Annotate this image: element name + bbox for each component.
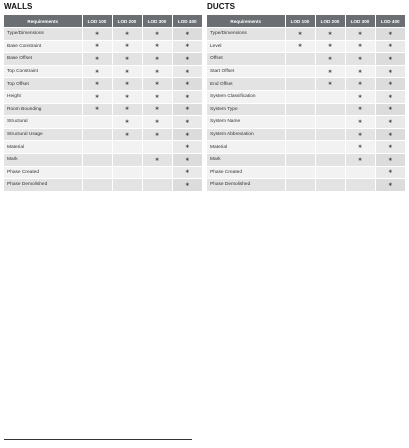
lod-200-cell: ∗ bbox=[315, 78, 345, 91]
table-row bbox=[207, 116, 405, 129]
lod-400-cell: ∗ bbox=[172, 128, 202, 141]
lod-200-cell: ∗ bbox=[112, 78, 142, 91]
header-lod-300: LOD 300 bbox=[142, 15, 172, 28]
lod-300-cell bbox=[142, 141, 172, 154]
header-lod-100: LOD 100 bbox=[82, 15, 112, 28]
lod-100-cell bbox=[285, 53, 315, 66]
walls-header-row bbox=[4, 15, 202, 28]
requirement-label: Start Offset bbox=[207, 65, 285, 78]
lod-400-cell: ∗ bbox=[172, 153, 202, 166]
lod-400-cell: ∗ bbox=[375, 141, 405, 154]
lod-300-cell: ∗ bbox=[142, 40, 172, 53]
lod-100-cell: ∗ bbox=[82, 78, 112, 91]
header-requirements: Requirements bbox=[207, 15, 285, 28]
lod-300-cell: ∗ bbox=[345, 153, 375, 166]
lod-300-cell: ∗ bbox=[345, 65, 375, 78]
table-row bbox=[4, 53, 202, 66]
lod-400-cell: ∗ bbox=[172, 103, 202, 116]
header-lod-400: LOD 400 bbox=[172, 15, 202, 28]
lod-100-cell bbox=[285, 90, 315, 103]
lod-200-cell: ∗ bbox=[112, 128, 142, 141]
lod-300-cell: ∗ bbox=[345, 116, 375, 129]
lod-100-cell: ∗ bbox=[82, 53, 112, 66]
lod-300-cell: ∗ bbox=[345, 40, 375, 53]
lod-100-cell bbox=[82, 153, 112, 166]
table-row bbox=[4, 166, 202, 179]
ducts-table-body bbox=[207, 28, 405, 191]
lod-300-cell: ∗ bbox=[142, 153, 172, 166]
lod-300-cell: ∗ bbox=[142, 103, 172, 116]
lod-200-cell bbox=[315, 166, 345, 179]
lod-100-cell bbox=[285, 78, 315, 91]
lod-200-cell: ∗ bbox=[315, 53, 345, 66]
requirement-label: System Abbreviation bbox=[207, 128, 285, 141]
table-row bbox=[4, 128, 202, 141]
lod-300-cell: ∗ bbox=[345, 128, 375, 141]
lod-100-cell: ∗ bbox=[82, 65, 112, 78]
lod-200-cell bbox=[112, 166, 142, 179]
lod-400-cell: ∗ bbox=[375, 153, 405, 166]
header-lod-300: LOD 300 bbox=[345, 15, 375, 28]
table-row bbox=[207, 128, 405, 141]
requirement-label: Base Constraint bbox=[4, 40, 82, 53]
lod-400-cell: ∗ bbox=[172, 65, 202, 78]
lod-400-cell: ∗ bbox=[172, 40, 202, 53]
table-row bbox=[4, 153, 202, 166]
table-row bbox=[4, 103, 202, 116]
lod-400-cell: ∗ bbox=[375, 65, 405, 78]
requirement-label: Structural Usage bbox=[4, 128, 82, 141]
lod-400-cell: ∗ bbox=[172, 179, 202, 191]
lod-100-cell bbox=[285, 166, 315, 179]
lod-100-cell bbox=[285, 116, 315, 129]
lod-100-cell bbox=[285, 65, 315, 78]
lod-400-cell: ∗ bbox=[172, 78, 202, 91]
lod-400-cell: ∗ bbox=[172, 116, 202, 129]
table-row bbox=[4, 28, 202, 41]
lod-100-cell bbox=[82, 116, 112, 129]
lod-200-cell: ∗ bbox=[112, 103, 142, 116]
lod-300-cell: ∗ bbox=[345, 90, 375, 103]
requirement-label: Top Constraint bbox=[4, 65, 82, 78]
requirement-label: Material bbox=[4, 141, 82, 154]
lod-400-cell: ∗ bbox=[172, 90, 202, 103]
walls-section bbox=[4, 0, 202, 191]
requirement-label: System Name bbox=[207, 116, 285, 129]
lod-400-cell: ∗ bbox=[375, 166, 405, 179]
requirement-label: Phase Created bbox=[4, 166, 82, 179]
table-row bbox=[4, 40, 202, 53]
lod-400-cell: ∗ bbox=[375, 116, 405, 129]
table-row bbox=[207, 78, 405, 91]
lod-300-cell: ∗ bbox=[345, 28, 375, 41]
lod-100-cell: ∗ bbox=[82, 28, 112, 41]
lod-400-cell: ∗ bbox=[172, 53, 202, 66]
header-lod-200: LOD 200 bbox=[315, 15, 345, 28]
lod-400-cell: ∗ bbox=[375, 103, 405, 116]
lod-100-cell: ∗ bbox=[82, 40, 112, 53]
lod-300-cell: ∗ bbox=[142, 90, 172, 103]
lod-300-cell bbox=[142, 166, 172, 179]
lod-200-cell: ∗ bbox=[112, 28, 142, 41]
requirement-label: Type/Dimensions bbox=[207, 28, 285, 41]
lod-300-cell: ∗ bbox=[345, 53, 375, 66]
lod-200-cell: ∗ bbox=[112, 90, 142, 103]
lod-300-cell bbox=[142, 179, 172, 191]
lod-100-cell bbox=[285, 179, 315, 191]
lod-400-cell: ∗ bbox=[172, 141, 202, 154]
walls-table-body bbox=[4, 28, 202, 191]
lod-300-cell: ∗ bbox=[142, 28, 172, 41]
lod-400-cell: ∗ bbox=[375, 179, 405, 191]
requirement-label: Room Bounding bbox=[4, 103, 82, 116]
requirement-label: Phase Demolished bbox=[207, 179, 285, 191]
lod-400-cell: ∗ bbox=[375, 90, 405, 103]
lod-200-cell: ∗ bbox=[315, 65, 345, 78]
walls-heading: WALLS bbox=[4, 2, 33, 11]
lod-100-cell bbox=[285, 153, 315, 166]
lod-200-cell bbox=[315, 141, 345, 154]
lod-100-cell bbox=[285, 128, 315, 141]
lod-200-cell bbox=[315, 153, 345, 166]
table-row bbox=[207, 53, 405, 66]
lod-100-cell bbox=[82, 166, 112, 179]
lod-400-cell: ∗ bbox=[172, 28, 202, 41]
lod-100-cell: ∗ bbox=[285, 40, 315, 53]
lod-200-cell bbox=[315, 116, 345, 129]
lod-100-cell: ∗ bbox=[82, 103, 112, 116]
lod-300-cell: ∗ bbox=[345, 78, 375, 91]
lod-300-cell: ∗ bbox=[142, 128, 172, 141]
requirement-label: Height bbox=[4, 90, 82, 103]
lod-400-cell: ∗ bbox=[375, 40, 405, 53]
requirement-label: Phase Created bbox=[207, 166, 285, 179]
lod-400-cell: ∗ bbox=[375, 128, 405, 141]
lod-300-cell: ∗ bbox=[142, 53, 172, 66]
requirement-label: End Offset bbox=[207, 78, 285, 91]
table-row bbox=[207, 153, 405, 166]
requirement-label: Structural bbox=[4, 116, 82, 129]
requirement-label: Mark bbox=[4, 153, 82, 166]
lod-100-cell bbox=[82, 179, 112, 191]
header-requirements: Requirements bbox=[4, 15, 82, 28]
table-row bbox=[207, 166, 405, 179]
lod-200-cell: ∗ bbox=[112, 65, 142, 78]
table-row bbox=[207, 103, 405, 116]
lod-200-cell bbox=[112, 179, 142, 191]
lod-200-cell bbox=[315, 179, 345, 191]
lod-100-cell bbox=[285, 141, 315, 154]
lod-400-cell: ∗ bbox=[375, 53, 405, 66]
table-row bbox=[207, 141, 405, 154]
table-row bbox=[4, 141, 202, 154]
requirement-label: System Type bbox=[207, 103, 285, 116]
table-row bbox=[4, 116, 202, 129]
lod-200-cell: ∗ bbox=[112, 53, 142, 66]
requirement-label: Offset bbox=[207, 53, 285, 66]
table-row bbox=[4, 78, 202, 91]
lod-300-cell: ∗ bbox=[142, 116, 172, 129]
ducts-section bbox=[207, 0, 405, 191]
requirement-label: System Classification bbox=[207, 90, 285, 103]
header-lod-400: LOD 400 bbox=[375, 15, 405, 28]
lod-400-cell: ∗ bbox=[375, 78, 405, 91]
lod-200-cell: ∗ bbox=[112, 116, 142, 129]
lod-300-cell bbox=[345, 179, 375, 191]
table-row bbox=[4, 90, 202, 103]
lod-400-cell: ∗ bbox=[172, 166, 202, 179]
lod-200-cell bbox=[315, 128, 345, 141]
header-lod-200: LOD 200 bbox=[112, 15, 142, 28]
table-row bbox=[207, 179, 405, 191]
lod-100-cell bbox=[82, 128, 112, 141]
table-row bbox=[207, 90, 405, 103]
ducts-header-row bbox=[207, 15, 405, 28]
table-row bbox=[207, 40, 405, 53]
footnote-divider bbox=[4, 439, 192, 440]
lod-200-cell bbox=[112, 141, 142, 154]
requirement-label: Phase Demolished bbox=[4, 179, 82, 191]
lod-100-cell bbox=[82, 141, 112, 154]
requirement-label: Base Offset bbox=[4, 53, 82, 66]
table-row bbox=[4, 65, 202, 78]
lod-200-cell bbox=[315, 103, 345, 116]
requirement-label: Level bbox=[207, 40, 285, 53]
lod-300-cell: ∗ bbox=[345, 141, 375, 154]
lod-200-cell: ∗ bbox=[315, 28, 345, 41]
requirement-label: Top Offset bbox=[4, 78, 82, 91]
requirement-label: Material bbox=[207, 141, 285, 154]
lod-300-cell: ∗ bbox=[345, 103, 375, 116]
table-row bbox=[207, 65, 405, 78]
lod-300-cell bbox=[345, 166, 375, 179]
lod-100-cell: ∗ bbox=[285, 28, 315, 41]
lod-300-cell: ∗ bbox=[142, 65, 172, 78]
lod-100-cell bbox=[285, 103, 315, 116]
lod-200-cell: ∗ bbox=[315, 40, 345, 53]
table-row bbox=[207, 28, 405, 41]
header-lod-100: LOD 100 bbox=[285, 15, 315, 28]
walls-table bbox=[4, 15, 202, 191]
lod-400-cell: ∗ bbox=[375, 28, 405, 41]
ducts-heading: DUCTS bbox=[207, 2, 236, 11]
requirement-label: Type/Dimensions bbox=[4, 28, 82, 41]
lod-300-cell: ∗ bbox=[142, 78, 172, 91]
table-row bbox=[4, 179, 202, 191]
lod-100-cell: ∗ bbox=[82, 90, 112, 103]
lod-200-cell: ∗ bbox=[112, 40, 142, 53]
ducts-table bbox=[207, 15, 405, 191]
lod-200-cell bbox=[315, 90, 345, 103]
lod-200-cell bbox=[112, 153, 142, 166]
requirement-label: Mark bbox=[207, 153, 285, 166]
